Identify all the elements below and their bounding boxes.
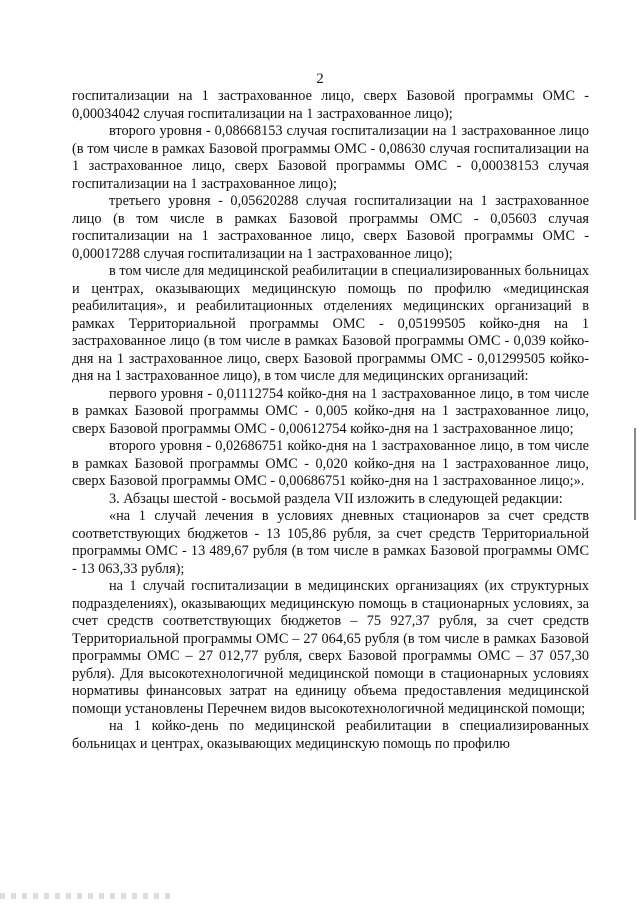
paragraph-rehab-first-level: первого уровня - 0,01112754 койко-дня на 1 застрахованное лицо, в том числе в рамках Базовой программы ОМС - 0,005 койко-дня на 1 застрахованное лицо, сверх Базовой программы ОМС - 0,00612754 койко-дня на 1 застрахованное лицо; — [72, 385, 589, 437]
paragraph-third-level: третьего уровня - 0,05620288 случая госпитализации на 1 застрахованное лицо (в том числе в рамках Базовой программы ОМС - 0,05603 случая госпитализации на 1 застрахованное лицо, сверх Базовой программы ОМС - 0,00017288 случая госпитализации на 1 застрахованное лицо); — [72, 193, 589, 262]
document-body — [72, 88, 589, 753]
paragraph-second-level: второго уровня - 0,08668153 случая госпитализации на 1 застрахованное лицо (в том числе в рамках Базовой программы ОМС - 0,08630 случая госпитализации на 1 застрахованное лицо, сверх Базовой программы ОМС - 0,00038153 случая госпитализации на 1 застрахованное лицо); — [72, 123, 589, 192]
paragraph-item-3: 3. Абзацы шестой - восьмой раздела VII изложить в следующей редакции: — [109, 490, 563, 507]
paragraph-continuation: госпитализации на 1 застрахованное лицо, сверх Базовой программы ОМС - 0,00034042 случая госпитализации на 1 застрахованное лицо); — [72, 88, 589, 122]
scan-margin-mark — [634, 428, 636, 520]
paragraph-day-hospital: «на 1 случай лечения в условиях дневных стационаров за счет средств соответствующих бюджетов - 13 105,86 рубля, за счет средств Территориальной программы ОМС - 13 489,67 рубля (в том числе в рамках Базовой программы ОМС - 13 063,33 рубля); — [72, 508, 589, 577]
paragraph-hospitalization: на 1 случай госпитализации в медицинских организациях (их структурных подразделениях), оказывающих медицинскую помощь в стационарных условиях, за счет средств соответствующих бюджетов – 75 927,37 рубля, за счет средств Территориальной программы ОМС – 27 064,65 рубля (в том числе в рамках Базовой программы ОМС – 27 012,77 рубля, сверх Базовой программы ОМС – 37 057,30 рубля). Для высокотехнологичной медицинской помощи в стационарных условиях нормативы финансовых затрат на единицу объема предоставления медицинской помощи установлены Перечнем видов высокотехнологичной медицинской помощи; — [72, 578, 589, 717]
scan-footer-noise — [0, 893, 175, 899]
page-number: 2 — [316, 71, 324, 87]
paragraph-bed-day: на 1 койко-день по медицинской реабилитации в специализированных больницах и центрах, оказывающих медицинскую помощь по профилю — [72, 718, 589, 752]
paragraph-rehab-second-level: второго уровня - 0,02686751 койко-дня на 1 застрахованное лицо, в том числе в рамках Базовой программы ОМС - 0,020 койко-дня на 1 застрахованное лицо, сверх Базовой программы ОМС - 0,00686751 койко-дня на 1 застрахованное лицо;». — [72, 438, 589, 489]
paragraph-rehabilitation: в том числе для медицинской реабилитации в специализированных больницах и центрах, оказывающих медицинскую помощь по профилю «медицинская реабилитация», и реабилитационных отделениях медицинских организаций в рамках Территориальной программы ОМС - 0,05199505 койко-дня на 1 застрахованное лицо (в том числе в рамках Базовой программы ОМС - 0,039 койко-дня на 1 застрахованное лицо, сверх Базовой программы ОМС - 0,01299505 койко-дня на 1 застрахованное лицо), в том числе для медицинских организаций: — [72, 263, 589, 384]
